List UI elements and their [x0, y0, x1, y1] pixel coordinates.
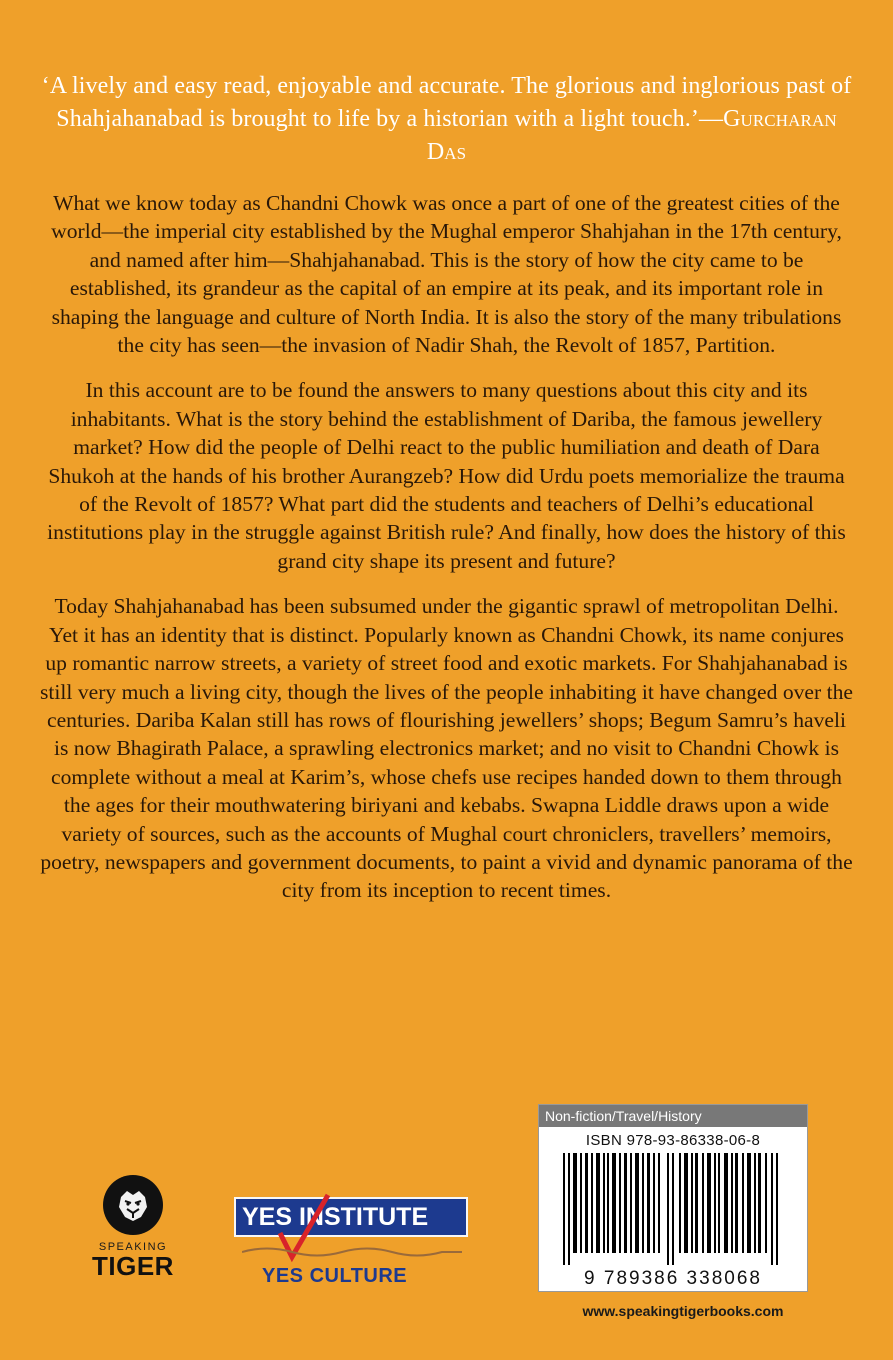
- barcode-bars: [549, 1153, 799, 1265]
- isbn-label: ISBN 978-93-86338-06-8: [585, 1132, 761, 1149]
- description-paragraph-2: In this account are to be found the answers to many questions about this city and its inhabitants. What is the story behind the establishment of Dariba, the famous jewellery market? How did the people of Delhi react to the public humiliation and death of Dara Shukoh at the hands of his brother Aurangzeb? How did Urdu poets memorialize the trauma of the Revolt of 1857? What part did the students and teachers of Delhi’s educational institutions play in the struggle against British rule? And finally, how does the history of this grand city shape its present and future?: [47, 378, 846, 573]
- tiger-head-icon: [103, 1175, 163, 1235]
- publisher-line-2: TIGER: [92, 1251, 174, 1281]
- quote-text: ‘A lively and easy read, enjoyable and accurate. The glorious and inglorious past of Shahjahanabad is brought to life by a historian with a light touch.’—: [41, 73, 852, 132]
- ornament-divider-icon: [242, 1245, 462, 1259]
- yes-institute-label: YES INSTITUTE: [234, 1197, 468, 1237]
- barcode-panel: [538, 1104, 808, 1292]
- description-paragraph-1: What we know today as Chandni Chowk was once a part of one of the greatest cities of the world—the imperial city established by the Mughal emperor Shahjahan in the 17th century, and named after him—Shahjahanabad. This is the story of how the city came to be established, its grandeur as the capital of an empire at its peak, and its important role in shaping the language and culture of North India. It is also the story of the many tribulations the city has seen—the invasion of Nadir Shah, the Revolt of 1857, Partition.: [51, 191, 842, 358]
- back-cover-blurb: [40, 70, 853, 922]
- yes-institute-logo: [234, 1197, 474, 1297]
- book-category: Non-fiction/Travel/History: [539, 1105, 807, 1127]
- description-paragraph-3: Today Shahjahanabad has been subsumed under the gigantic sprawl of metropolitan Delhi. Yet it has an identity that is distinct. Popularly known as Chandni Chowk, its name conjures up romantic narrow streets, a variety of street food and exotic markets. For Shahjahanabad is still very much a living city, though the lives of the people inhabiting it have changed over the centuries. Dariba Kalan still has rows of flourishing jewellers’ shops; Begum Samru’s haveli is now Bhagirath Palace, a sprawling electronics market; and no visit to Chandni Chowk is complete without a meal at Karim’s, whose chefs use recipes handed down to them through the ages for their mouthwatering biriyani and kebabs. Swapna Liddle draws upon a wide variety of sources, such as the accounts of Mughal court chroniclers, travellers’ memoirs, poetry, newspapers and government documents, to paint a vivid and dynamic panorama of the city from its inception to recent times.: [40, 594, 853, 903]
- publisher-website[interactable]: www.speakingtigerbooks.com: [582, 1303, 784, 1319]
- publisher-line-1: SPEAKING: [98, 1241, 168, 1253]
- yes-culture-label: YES CULTURE: [262, 1265, 408, 1287]
- speaking-tiger-logo: [78, 1175, 188, 1290]
- review-quote: [40, 70, 853, 169]
- barcode-number: 9 789386 338068: [584, 1268, 762, 1289]
- quote-author: Gurcharan Das: [426, 106, 837, 165]
